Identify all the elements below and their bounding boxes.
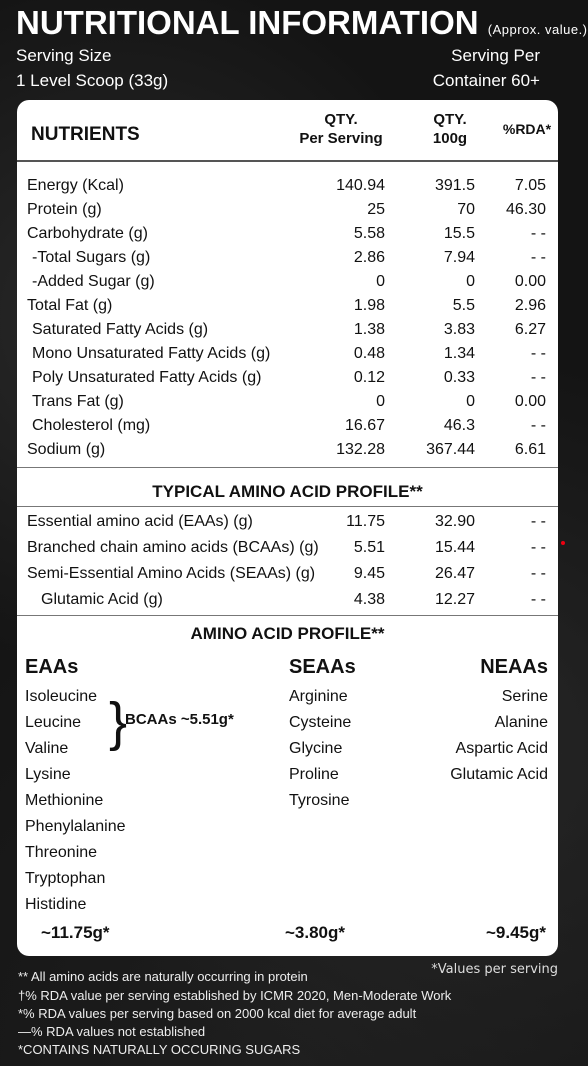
qty-serving: 4.38 <box>353 591 385 608</box>
qty-100g: 0 <box>466 393 475 410</box>
qty-100g: 367.44 <box>426 441 475 458</box>
col-header-qty-100g-line1: QTY. <box>433 111 467 128</box>
servings-per-value: Container 60+ <box>432 71 540 90</box>
rda-value: 46.30 <box>505 201 546 218</box>
qty-serving: 25 <box>367 201 385 218</box>
list-item: Lysine <box>25 766 71 783</box>
table-row <box>17 342 558 366</box>
list-item: Methionine <box>25 792 104 809</box>
rda-value: 7.05 <box>514 177 546 194</box>
brace-icon: } <box>109 692 128 752</box>
amino-profile-title: AMINO ACID PROFILE** <box>190 624 385 643</box>
rda-value: - - <box>530 369 546 386</box>
list-item: Phenylalanine <box>25 818 126 835</box>
rda-value: - - <box>530 513 546 530</box>
col-header-qty-serving <box>281 110 401 148</box>
qty-serving: 132.28 <box>336 441 385 458</box>
nutrient-name: Total Fat (g) <box>27 297 113 314</box>
qty-serving: 1.38 <box>353 321 385 338</box>
table-row <box>17 294 558 318</box>
qty-100g: 391.5 <box>434 177 475 194</box>
title-text: NUTRITIONAL INFORMATION <box>16 4 479 41</box>
rda-value: - - <box>530 345 546 362</box>
amino-name: Semi-Essential Amino Acids (SEAAs) (g) <box>27 565 316 582</box>
col-header-nutrients: NUTRIENTS <box>31 124 140 145</box>
nutrient-name: Poly Unsaturated Fatty Acids (g) <box>32 369 262 386</box>
seaas-title: SEAAs <box>289 656 356 678</box>
section-divider <box>17 467 558 468</box>
list-item: Histidine <box>25 896 87 913</box>
table-row <box>17 562 558 586</box>
qty-serving: 0 <box>376 273 385 290</box>
eaas-title: EAAs <box>25 656 79 678</box>
col-header-qty-serving-line2: Per Serving <box>299 130 383 147</box>
col-header-qty-serving-line1: QTY. <box>324 111 358 128</box>
seaas-total: ~3.80g* <box>285 923 346 942</box>
list-item: Isoleucine <box>25 688 98 705</box>
table-row <box>17 536 558 560</box>
qty-serving: 0 <box>376 393 385 410</box>
list-item: Serine <box>501 688 548 705</box>
serving-size-value: 1 Level Scoop (33g) <box>16 71 169 90</box>
qty-serving: 16.67 <box>344 417 385 434</box>
nutrient-name: Protein (g) <box>27 201 102 218</box>
rda-value: - - <box>530 591 546 608</box>
qty-100g: 46.3 <box>443 417 475 434</box>
list-item: Leucine <box>25 714 82 731</box>
red-dot-mark <box>561 541 565 545</box>
page-title <box>16 4 588 42</box>
values-per-serving-note: *Values per serving <box>431 962 558 977</box>
nutrient-name: Saturated Fatty Acids (g) <box>32 321 209 338</box>
list-item: Glutamic Acid <box>450 766 548 783</box>
col-header-qty-100g <box>410 110 490 148</box>
nutrient-name: Carbohydrate (g) <box>27 225 148 242</box>
approx-note: (Approx. value.) <box>487 22 588 37</box>
nutrient-name: Cholesterol (mg) <box>32 417 151 434</box>
qty-serving: 5.58 <box>353 225 385 242</box>
list-item: Tyrosine <box>289 792 350 809</box>
nutrient-name: Mono Unsaturated Fatty Acids (g) <box>32 345 271 362</box>
qty-100g: 15.5 <box>443 225 475 242</box>
qty-100g: 26.47 <box>434 565 475 582</box>
qty-serving: 5.51 <box>353 539 385 556</box>
table-row <box>17 246 558 270</box>
list-item: Glycine <box>289 740 343 757</box>
amino-name: Essential amino acid (EAAs) (g) <box>27 513 253 530</box>
rda-value: 2.96 <box>514 297 546 314</box>
table-row <box>17 366 558 390</box>
rda-value: 6.27 <box>514 321 546 338</box>
header-divider <box>17 160 558 162</box>
footnote-line: ** All amino acids are naturally occurring in protein <box>18 969 308 984</box>
footnote-line: —% RDA values not established <box>18 1024 206 1039</box>
neaas-total: ~9.45g* <box>485 923 546 942</box>
nutrient-name: -Total Sugars (g) <box>32 249 151 266</box>
section-divider <box>17 615 558 616</box>
footnote-line: †% RDA value per serving established by ICMR 2020, Men-Moderate Work <box>18 988 452 1003</box>
qty-100g: 32.90 <box>434 513 475 530</box>
nutrient-name: Energy (Kcal) <box>27 177 124 194</box>
amino-name: Branched chain amino acids (BCAAs) (g) <box>27 539 319 556</box>
list-item: Valine <box>25 740 69 757</box>
rda-value: - - <box>530 417 546 434</box>
rda-value: 0.00 <box>514 393 546 410</box>
nutrient-name: Sodium (g) <box>27 441 106 458</box>
footnote-line: *CONTAINS NATURALLY OCCURING SUGARS <box>18 1042 301 1057</box>
table-row <box>17 510 558 534</box>
col-header-qty-100g-line2: 100g <box>432 130 468 147</box>
nutrition-card <box>17 100 558 956</box>
qty-100g: 0.33 <box>443 369 475 386</box>
table-row <box>17 438 558 462</box>
list-item: Tryptophan <box>25 870 106 887</box>
table-row <box>17 222 558 246</box>
seaas-column <box>289 654 356 814</box>
qty-serving: 0.12 <box>353 369 385 386</box>
neaas-column <box>450 654 548 788</box>
qty-100g: 7.94 <box>443 249 475 266</box>
amino-name: Glutamic Acid (g) <box>41 591 163 608</box>
qty-100g: 3.83 <box>443 321 475 338</box>
rda-value: - - <box>530 539 546 556</box>
rda-value: - - <box>530 565 546 582</box>
serving-size-label: Serving Size <box>16 46 112 65</box>
eaas-total: ~11.75g* <box>41 923 110 942</box>
footnote-line: *% RDA values per serving based on 2000 kcal diet for average adult <box>18 1006 417 1021</box>
neaas-title: NEAAs <box>480 656 548 678</box>
qty-serving: 1.98 <box>353 297 385 314</box>
list-item: Alanine <box>494 714 548 731</box>
rda-value: - - <box>530 225 546 242</box>
qty-100g: 1.34 <box>443 345 475 362</box>
bcaas-note: BCAAs ~5.51g* <box>125 711 234 728</box>
qty-100g: 5.5 <box>452 297 475 314</box>
table-row <box>17 174 558 198</box>
qty-serving: 0.48 <box>353 345 385 362</box>
rda-value: 6.61 <box>514 441 546 458</box>
qty-100g: 70 <box>457 201 475 218</box>
table-row <box>17 270 558 294</box>
table-row <box>17 588 558 612</box>
col-header-rda: %RDA* <box>502 121 552 137</box>
table-row <box>17 414 558 438</box>
qty-serving: 11.75 <box>346 513 385 530</box>
nutrient-name: Trans Fat (g) <box>32 393 124 410</box>
section-divider <box>17 506 558 507</box>
typical-profile-title: TYPICAL AMINO ACID PROFILE** <box>152 482 423 501</box>
rda-value: - - <box>530 249 546 266</box>
list-item: Aspartic Acid <box>455 740 548 757</box>
rda-value: 0.00 <box>514 273 546 290</box>
list-item: Threonine <box>25 844 98 861</box>
qty-serving: 2.86 <box>353 249 385 266</box>
qty-serving: 9.45 <box>353 565 385 582</box>
qty-100g: 0 <box>466 273 475 290</box>
qty-serving: 140.94 <box>336 177 385 194</box>
servings-per-label: Serving Per <box>451 46 540 65</box>
table-row <box>17 390 558 414</box>
nutrient-name: -Added Sugar (g) <box>32 273 155 290</box>
table-row <box>17 318 558 342</box>
list-item: Arginine <box>289 688 348 705</box>
table-row <box>17 198 558 222</box>
qty-100g: 12.27 <box>434 591 475 608</box>
qty-100g: 15.44 <box>434 539 475 556</box>
list-item: Cysteine <box>289 714 352 731</box>
list-item: Proline <box>289 766 339 783</box>
